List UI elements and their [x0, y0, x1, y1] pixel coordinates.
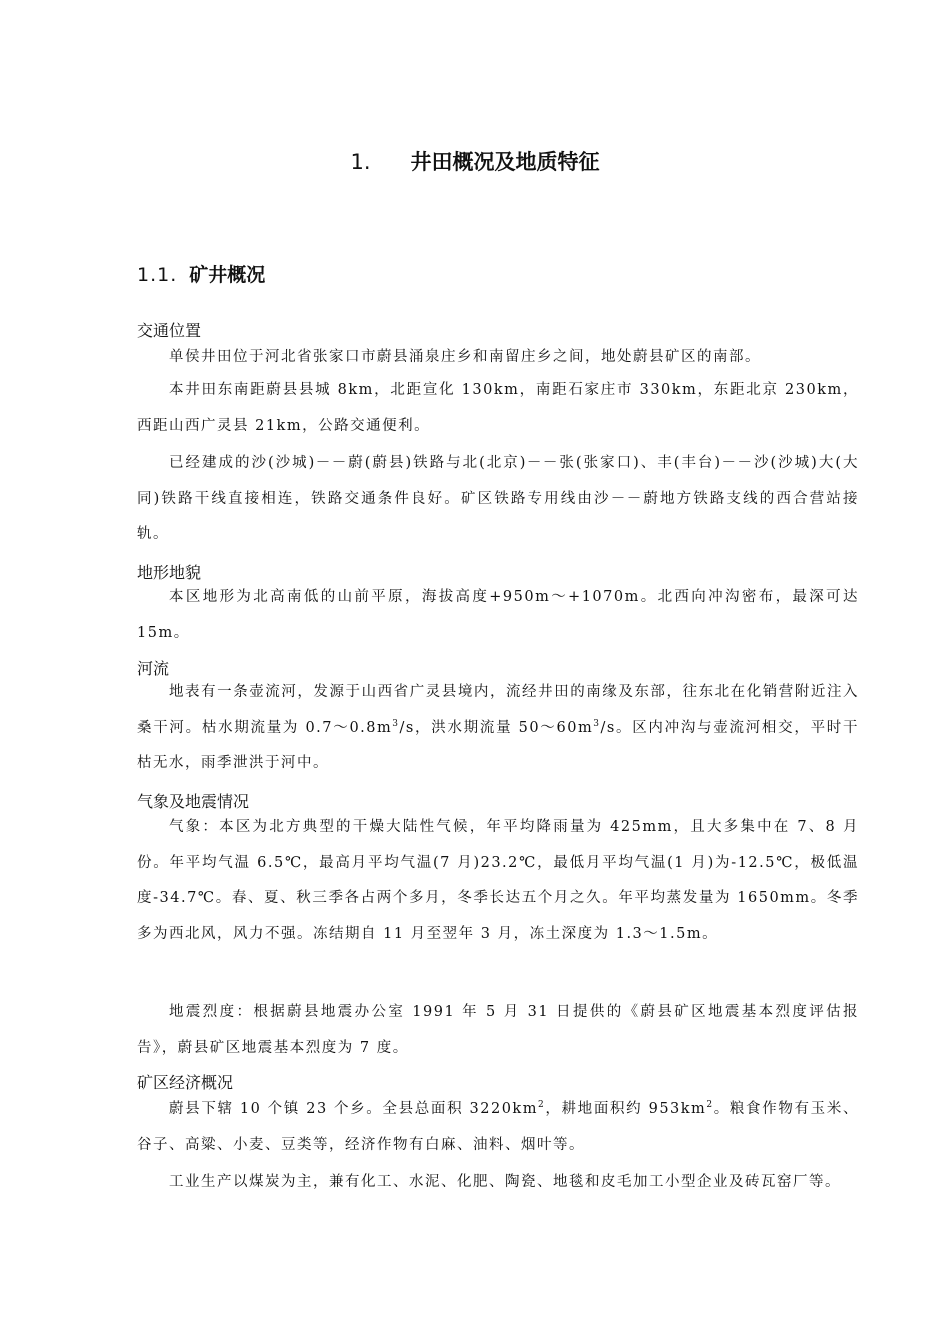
economy-text-a: 蔚县下辖 10 个镇 23 个乡。全县总面积 3220km: [169, 1101, 538, 1117]
section-title: [137, 260, 265, 287]
chapter-number: 1.: [350, 150, 371, 174]
paragraph-river-1: [137, 675, 859, 782]
heading-climate: 气象及地震情况: [137, 792, 250, 811]
economy-superscript-2: 2: [706, 1100, 714, 1111]
paragraph-economy-2: 工业生产以煤炭为主，兼有化工、水泥、化肥、陶瓷、地毯和皮毛加工小型企业及砖瓦窑厂等。: [169, 1174, 841, 1190]
economy-superscript-1: 2: [537, 1100, 546, 1111]
paragraph-economy-1: [137, 1092, 859, 1163]
heading-economy: 矿区经济概况: [137, 1073, 234, 1092]
heading-river: 河流: [137, 659, 170, 678]
paragraph-traffic-2: 本井田东南距蔚县县城 8km，北距宣化 130km，南距石家庄市 330km，东距北京 230km，西距山西广灵县 21km，公路交通便利。: [137, 382, 859, 434]
paragraph-climate-1: 气象：本区为北方典型的干燥大陆性气候，年平均降雨量为 425mm，且大多集中在 7、8 月份。年平均气温 6.5℃，最高月平均气温(7 月)23.2℃，最低月平均气温(1 月)为-12.5℃，极低温度-34.7℃。春、夏、秋三季各占两个多月，冬季长达五个月之久。年平均蒸发量为 1650mm。冬季多为西北风，风力不强。冻结期自 11 月至翌年 3 月，冻土深度为 1.3～1.5m。: [137, 819, 859, 942]
river-superscript-2: 3: [593, 718, 601, 729]
chapter-title-text: 井田概况及地质特征: [410, 150, 600, 174]
river-text-c: /s。区内冲沟与壶流河相交，平时干枯无水，雨季泄洪于河中。: [137, 719, 860, 771]
section-title-text: 矿井概况: [189, 264, 266, 286]
economy-text-c: 。粮食作物有玉米、谷子、高粱、小麦、豆类等，经济作物有白麻、油料、烟叶等。: [137, 1101, 859, 1153]
paragraph-climate-2: 地震烈度：根据蔚县地震办公室 1991 年 5 月 31 日提供的《蔚县矿区地震基本烈度评估报告》，蔚县矿区地震基本烈度为 7 度。: [137, 1004, 859, 1056]
river-text-a: 地表有一条壶流河，发源于山西省广灵县境内，流经井田的南缘及东部，往东北在化销营附近注入桑干河。枯水期流量为 0.7～0.8m: [137, 684, 859, 736]
heading-terrain: 地形地貌: [137, 563, 202, 582]
section-number: 1.1.: [137, 264, 178, 286]
paragraph-terrain-1: 本区地形为北高南低的山前平原，海拔高度+950m～+1070m。北西向冲沟密布，最深可达 15m。: [137, 589, 859, 641]
paragraph-traffic-3: 已经建成的沙(沙城)－－蔚(蔚县)铁路与北(北京)－－张(张家口)、丰(丰台)－－沙(沙城)大(大同)铁路干线直接相连，铁路交通条件良好。矿区铁路专用线由沙－－蔚地方铁路支线的西合营站接轨。: [137, 455, 859, 542]
paragraph-traffic-1: 单侯井田位于河北省张家口市蔚县涌泉庄乡和南留庄乡之间，地处蔚县矿区的南部。: [169, 349, 761, 365]
economy-text-b: ，耕地面积约 953km: [545, 1101, 707, 1117]
river-superscript-1: 3: [392, 718, 400, 729]
river-text-b: /s，洪水期流量 50～60m: [399, 719, 594, 736]
heading-traffic: 交通位置: [137, 321, 202, 340]
chapter-title: [0, 146, 950, 176]
